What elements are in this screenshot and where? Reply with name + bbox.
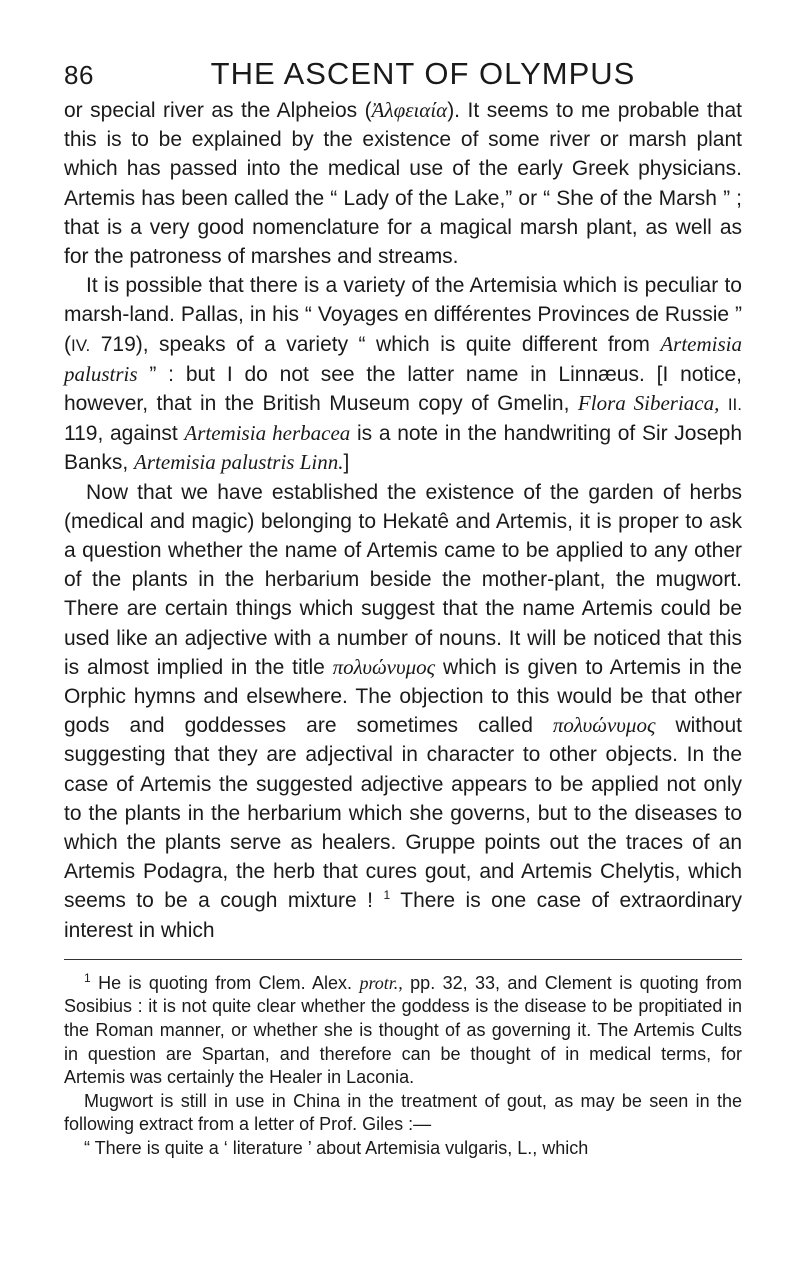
footnote-1	[64, 972, 742, 1090]
footnote-1-text-1: He is quoting from Clem. Alex.	[90, 972, 360, 993]
p2-text-6: is a note in the handwriting of Sir Joseph Banks,	[64, 422, 743, 475]
p2-italic-flora-siberiaca: Flora Siberiaca,	[577, 391, 720, 416]
paragraph-3	[64, 478, 742, 945]
greek-word-alpheiaia: Ἀλφειαία	[371, 98, 448, 122]
p3-text-1: Now that we have established the existence of the garden of herbs (medical and magic) belonging to Hekatê and Artemis, it is proper to ask a question whether the name of Artemis came to be applied to any other of the plants in the herbarium beside the mother-plant, the mugwort. There are certain things which suggest that the name Artemis could be used like an adjective with a number of nouns. It will be noticed that this is almost implied in the title	[64, 480, 742, 679]
p2-text-1: It is possible that there is a variety of the Artemisia which is peculiar to marsh-land. Pallas, in his “ Voyages en différentes Provinces de Russie ” (	[64, 274, 742, 356]
p2-italic-artemisia-palustris-linn: Artemisia palustris Linn.	[134, 450, 344, 475]
p3-text-4: There is one case of extraordinary interest in which	[64, 889, 743, 942]
footnotes	[64, 972, 742, 1161]
footnote-continuation-2: “ There is quite a ‘ literature ’ about Artemisia vulgaris, L., which	[84, 1138, 589, 1159]
paragraph-1	[64, 96, 742, 271]
paragraph-2	[64, 271, 742, 477]
p2-volume-iv: IV.	[71, 335, 91, 355]
footnote-reference-1: 1	[383, 888, 391, 903]
p2-volume-ii: II.	[727, 395, 742, 415]
footnote-1-text-2: pp. 32, 33, and Clement is quoting from Sosibius : it is not quite clear whether the goddess is the disease to be propitiated in the Roman manner, or whether she is thought of as governing it. The Artemis Cults in question are Spartan, and therefore can be thought of in medical terms, for Artemis was certainly the Healer in Laconia.	[64, 972, 742, 1088]
p2-text-4	[719, 392, 727, 415]
page-header	[64, 0, 742, 96]
main-text	[64, 96, 742, 945]
greek-word-polyonymos-1: πολυώνυμος	[332, 654, 436, 679]
p1-text-1: or special river as the Alpheios (	[64, 99, 372, 122]
p2-italic-artemisia-palustris: Artemisia palustris	[64, 331, 742, 386]
footnote-divider	[64, 959, 742, 960]
p2-text-2: 719), speaks of a variety “ which is quite different from	[90, 332, 661, 356]
page-number: 86	[64, 60, 94, 90]
footnote-marker-1: 1	[84, 970, 91, 985]
book-page	[64, 0, 742, 1161]
p3-text-2: which is given to Artemis in the Orphic hymns and elsewhere. The objection to this would be that other gods and goddesses are sometimes called	[64, 655, 742, 738]
p3-text-3: without suggesting that they are adjectival in character to other objects. In the case of Artemis the suggested adjective appears to be applied not only to the plants in the herbarium which she governs, but to the diseases to which the plants serve as healers. Gruppe points out the traces of an Artemis Podagra, the herb that cures gout, and Artemis Chelytis, which seems to be a cough mixture !	[64, 714, 743, 913]
p2-text-3: ” : but I do not see the latter name in Linnæus. [I notice, however, that in the British Museum copy of Gmelin,	[64, 362, 742, 416]
footnote-1-italic-protr: protr.,	[359, 972, 403, 993]
p2-italic-artemisia-herbacea: Artemisia herbacea	[184, 421, 351, 446]
p1-text-2: ). It seems to me probable that this is to be explained by the existence of some river or marsh plant which has passed into the medical use of the early Greek physicians. Artemis has been called the “ Lady of the Lake,” or “ She of the Marsh ” ; that is a very good nomenclature for a magical marsh plant, as well as for the patroness of marshes and streams.	[64, 99, 742, 269]
footnote-continuation-1: Mugwort is still in use in China in the treatment of gout, as may be seen in the following extract from a letter of Prof. Giles :—	[64, 1090, 742, 1135]
greek-word-polyonymos-2: πολυώνυμος	[552, 713, 656, 738]
p2-text-5: 119, against	[64, 422, 185, 446]
p2-text-7: ]	[343, 451, 350, 475]
running-head: THE ASCENT OF OLYMPUS	[210, 56, 636, 91]
